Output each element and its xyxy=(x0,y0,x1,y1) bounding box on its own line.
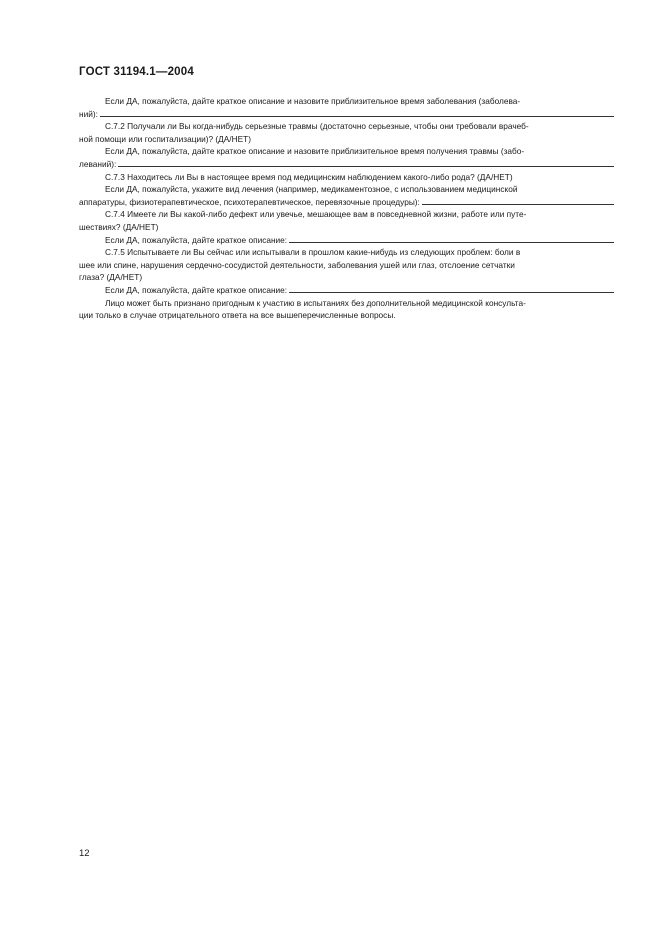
text-line: Если ДА, пожалуйста, укажите вид лечения (например, медикаментозное, с использованием медицинской xyxy=(105,184,518,195)
blank-answer-line xyxy=(118,158,614,167)
text-line-with-blank: аппаратуры, физиотерапевтическое, психотерапевтическое, перевязочные процедуры): xyxy=(79,196,614,209)
blank-answer-line xyxy=(422,196,614,205)
blank-answer-line xyxy=(100,108,614,117)
blank-answer-line xyxy=(289,234,614,243)
text-line: глаза? (ДА/НЕТ) xyxy=(79,272,143,283)
text-line: шествиях? (ДА/НЕТ) xyxy=(79,221,159,232)
text-line: ции только в случае отрицательного ответа на все вышеперечисленные вопросы. xyxy=(79,310,396,321)
document-body xyxy=(79,95,614,322)
text-line-with-blank: Если ДА, пожалуйста, дайте краткое описание: xyxy=(79,284,614,297)
text-line: ной помощи или госпитализации)? (ДА/НЕТ) xyxy=(79,133,251,144)
question-c73: С.7.3 Находитесь ли Вы в настоящее время под медицинским наблюдением какого-либо рода? (ДА/НЕТ) xyxy=(105,171,513,182)
text-line: Если ДА, пожалуйста, дайте краткое описание и назовите приблизительное время заболевания (заболева- xyxy=(105,96,521,106)
question-c75: С.7.5 Испытываете ли Вы сейчас или испытывали в прошлом какие-нибудь из следующих проблем: боли в xyxy=(105,247,521,258)
question-c74: С.7.4 Имеете ли Вы какой-либо дефект или увечье, мешающее вам в повседневной жизни, работе или путе- xyxy=(105,209,527,220)
conclusion-text: Лицо может быть признано пригодным к участию в испытаниях без дополнительной медицинской консульта- xyxy=(105,297,526,308)
document-header: ГОСТ 31194.1—2004 xyxy=(79,66,194,78)
text-line-with-blank: Если ДА, пожалуйста, дайте краткое описание: xyxy=(79,234,614,247)
text-line: шее или спине, нарушения сердечно-сосудистой деятельности, заболевания ушей или глаз, отслоение сетчатки xyxy=(79,259,515,270)
text-line: Если ДА, пожалуйста, дайте краткое описание и назовите приблизительное время получения травмы (забо- xyxy=(105,146,525,157)
blank-answer-line xyxy=(289,284,614,293)
text-line-with-blank: леваний): xyxy=(79,158,614,171)
question-c72: С.7.2 Получали ли Вы когда-нибудь серьезные травмы (достаточно серьезные, чтобы они требовали врачеб- xyxy=(105,121,529,132)
text-line-with-blank: ний): xyxy=(79,108,614,121)
page-number: 12 xyxy=(79,848,90,859)
